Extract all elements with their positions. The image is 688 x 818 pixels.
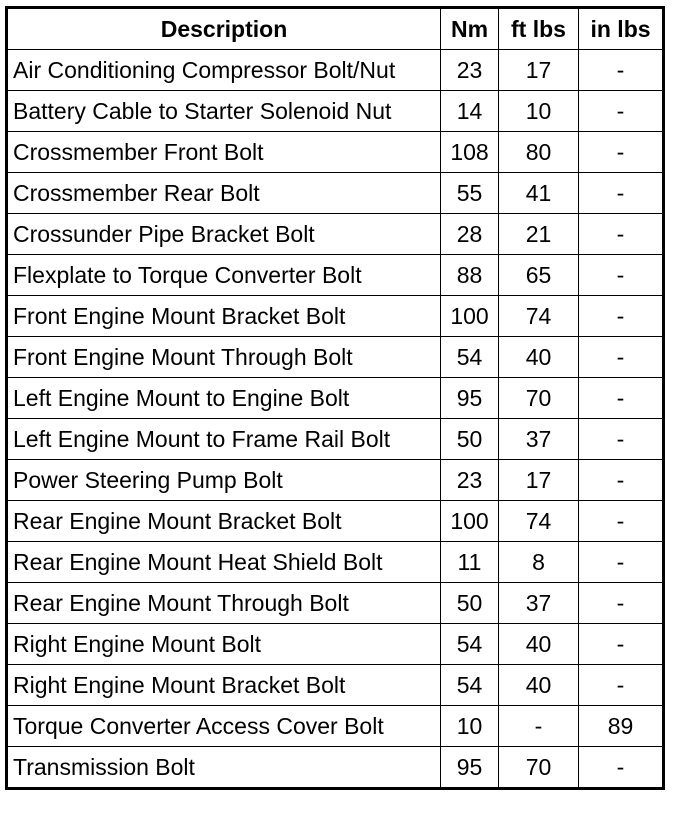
cell-nm: 100 <box>441 296 499 337</box>
cell-description: Right Engine Mount Bolt <box>7 624 441 665</box>
cell-ft-lbs: 40 <box>499 337 579 378</box>
cell-ft-lbs: 70 <box>499 747 579 789</box>
cell-description: Right Engine Mount Bracket Bolt <box>7 665 441 706</box>
cell-nm: 23 <box>441 460 499 501</box>
cell-ft-lbs: 74 <box>499 296 579 337</box>
cell-nm: 95 <box>441 747 499 789</box>
cell-description: Front Engine Mount Through Bolt <box>7 337 441 378</box>
cell-ft-lbs: 40 <box>499 665 579 706</box>
cell-ft-lbs: 41 <box>499 173 579 214</box>
cell-nm: 55 <box>441 173 499 214</box>
table-row <box>7 747 664 789</box>
cell-ft-lbs: 37 <box>499 419 579 460</box>
cell-in-lbs: - <box>579 91 664 132</box>
cell-in-lbs: - <box>579 50 664 91</box>
torque-spec-table <box>5 6 665 790</box>
cell-nm: 100 <box>441 501 499 542</box>
cell-in-lbs: - <box>579 460 664 501</box>
cell-ft-lbs: - <box>499 706 579 747</box>
cell-nm: 108 <box>441 132 499 173</box>
cell-ft-lbs: 8 <box>499 542 579 583</box>
cell-in-lbs: - <box>579 419 664 460</box>
cell-in-lbs: - <box>579 337 664 378</box>
cell-nm: 54 <box>441 337 499 378</box>
table-row <box>7 132 664 173</box>
cell-ft-lbs: 65 <box>499 255 579 296</box>
cell-ft-lbs: 37 <box>499 583 579 624</box>
cell-description: Left Engine Mount to Frame Rail Bolt <box>7 419 441 460</box>
cell-description: Front Engine Mount Bracket Bolt <box>7 296 441 337</box>
cell-description: Power Steering Pump Bolt <box>7 460 441 501</box>
cell-nm: 50 <box>441 419 499 460</box>
cell-in-lbs: - <box>579 296 664 337</box>
cell-ft-lbs: 74 <box>499 501 579 542</box>
cell-nm: 28 <box>441 214 499 255</box>
cell-ft-lbs: 17 <box>499 460 579 501</box>
cell-description: Torque Converter Access Cover Bolt <box>7 706 441 747</box>
header-row <box>7 8 664 50</box>
cell-description: Battery Cable to Starter Solenoid Nut <box>7 91 441 132</box>
table-row <box>7 337 664 378</box>
header-in-lbs: in lbs <box>579 8 664 50</box>
cell-nm: 10 <box>441 706 499 747</box>
header-nm: Nm <box>441 8 499 50</box>
cell-in-lbs: - <box>579 747 664 789</box>
cell-description: Crossmember Rear Bolt <box>7 173 441 214</box>
table-row <box>7 665 664 706</box>
table-row <box>7 460 664 501</box>
table-row <box>7 419 664 460</box>
cell-nm: 50 <box>441 583 499 624</box>
cell-description: Transmission Bolt <box>7 747 441 789</box>
table-row <box>7 501 664 542</box>
cell-nm: 14 <box>441 91 499 132</box>
cell-nm: 88 <box>441 255 499 296</box>
cell-ft-lbs: 80 <box>499 132 579 173</box>
cell-in-lbs: - <box>579 255 664 296</box>
table-row <box>7 378 664 419</box>
cell-in-lbs: - <box>579 501 664 542</box>
header-description: Description <box>7 8 441 50</box>
table-row <box>7 706 664 747</box>
cell-in-lbs: - <box>579 624 664 665</box>
table-row <box>7 255 664 296</box>
cell-in-lbs: - <box>579 378 664 419</box>
cell-in-lbs: 89 <box>579 706 664 747</box>
cell-ft-lbs: 70 <box>499 378 579 419</box>
cell-description: Flexplate to Torque Converter Bolt <box>7 255 441 296</box>
table-row <box>7 296 664 337</box>
table-row <box>7 173 664 214</box>
cell-description: Crossmember Front Bolt <box>7 132 441 173</box>
cell-in-lbs: - <box>579 214 664 255</box>
cell-nm: 11 <box>441 542 499 583</box>
cell-description: Left Engine Mount to Engine Bolt <box>7 378 441 419</box>
cell-nm: 54 <box>441 665 499 706</box>
cell-ft-lbs: 40 <box>499 624 579 665</box>
header-ft-lbs: ft lbs <box>499 8 579 50</box>
cell-description: Rear Engine Mount Bracket Bolt <box>7 501 441 542</box>
cell-ft-lbs: 21 <box>499 214 579 255</box>
cell-description: Rear Engine Mount Through Bolt <box>7 583 441 624</box>
table-row <box>7 542 664 583</box>
table-row <box>7 214 664 255</box>
table-row <box>7 50 664 91</box>
table-header <box>7 8 664 50</box>
cell-in-lbs: - <box>579 665 664 706</box>
cell-description: Crossunder Pipe Bracket Bolt <box>7 214 441 255</box>
table-body <box>7 50 664 789</box>
table-row <box>7 583 664 624</box>
cell-nm: 95 <box>441 378 499 419</box>
table-row <box>7 91 664 132</box>
cell-in-lbs: - <box>579 542 664 583</box>
table-row <box>7 624 664 665</box>
cell-in-lbs: - <box>579 173 664 214</box>
cell-description: Air Conditioning Compressor Bolt/Nut <box>7 50 441 91</box>
cell-ft-lbs: 17 <box>499 50 579 91</box>
cell-nm: 54 <box>441 624 499 665</box>
cell-in-lbs: - <box>579 583 664 624</box>
cell-ft-lbs: 10 <box>499 91 579 132</box>
cell-in-lbs: - <box>579 132 664 173</box>
cell-nm: 23 <box>441 50 499 91</box>
cell-description: Rear Engine Mount Heat Shield Bolt <box>7 542 441 583</box>
